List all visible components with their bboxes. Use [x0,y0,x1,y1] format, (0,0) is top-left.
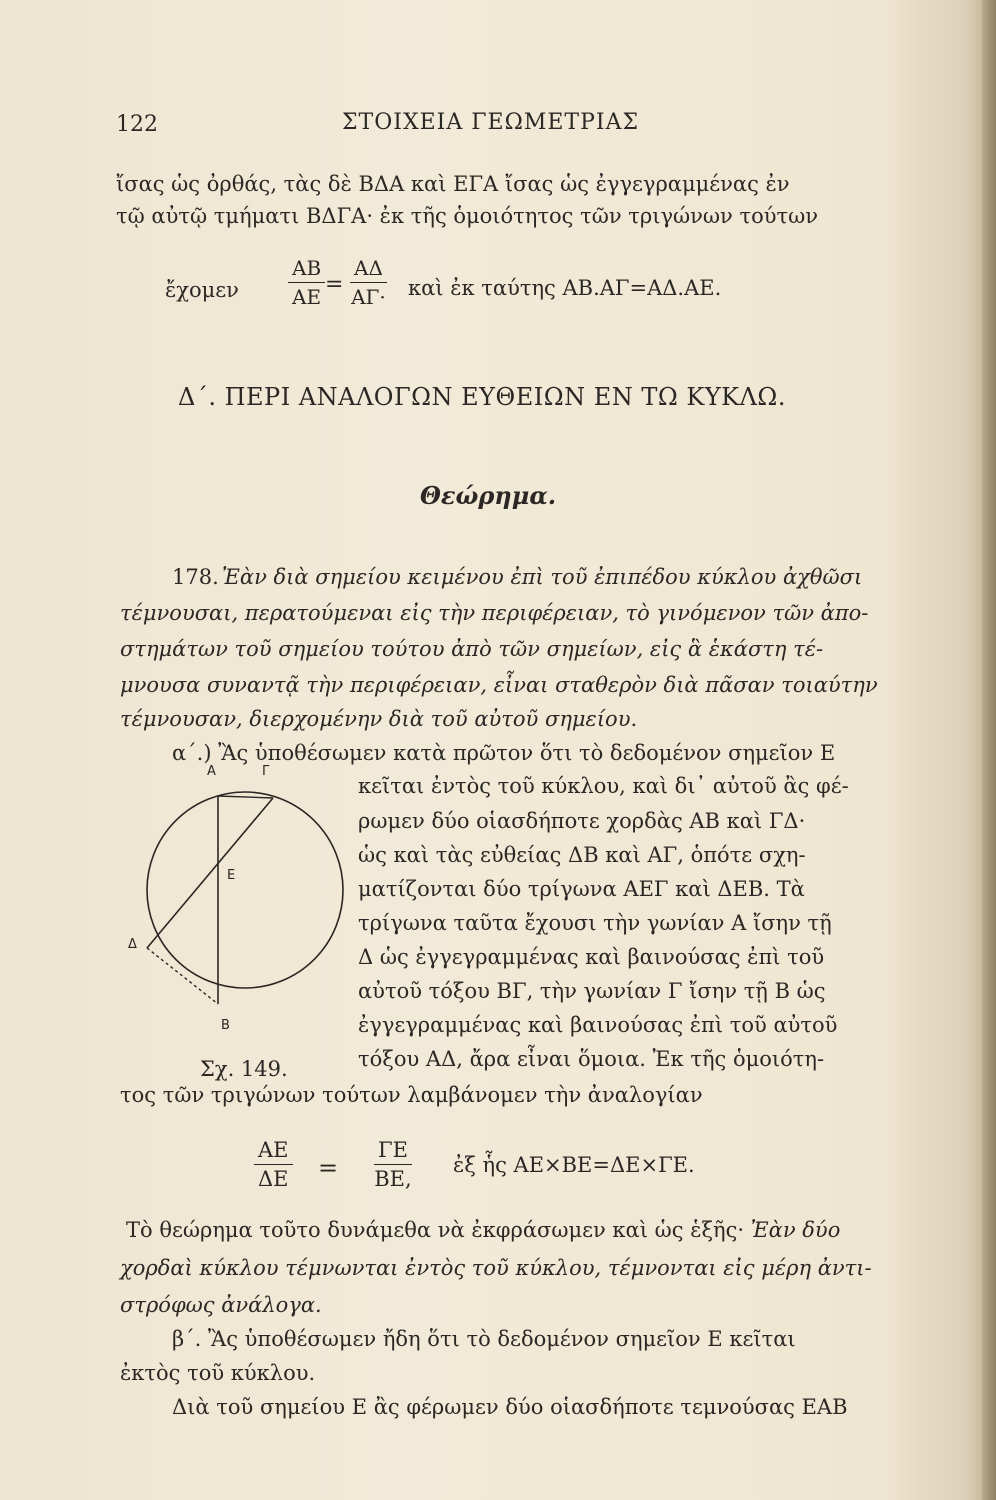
fig-label-d: Δ [128,937,137,952]
case-a-line-2: κεῖται ἐντὸς τοῦ κύκλου, καὶ δι᾽ αὐτοῦ ἂς φέ- [358,774,849,798]
intro-line-1: ἴσας ὡς ὀρθάς, τὰς δὲ ΒΔΑ καὶ ΕΓΑ ἴσας ὡς ἐγγεγραμμένας ἐν [116,172,790,196]
conclusion-line-1-text: Τὸ θεώρημα τοῦτο δυνάμεθα νὰ ἐκφράσωμεν καὶ ὡς ἑξῆς· [126,1218,745,1242]
case-b-line-2: ἐκτὸς τοῦ κύκλου. [120,1361,316,1385]
figure-149-diagram [125,770,355,1030]
case-b-line-3: Διὰ τοῦ σημείου Ε ἂς φέρωμεν δύο οἱασδήποτε τεμνούσας ΕΑΒ [172,1395,848,1419]
eq2-tail: ἐξ ἧς ΑΕ×ΒΕ=ΔΕ×ΓΕ. [453,1153,695,1177]
figure-caption: Σχ. 149. [200,1057,288,1081]
theorem-line-5: τέμνουσαν, διερχομένην διὰ τοῦ αὐτοῦ σημείου. [120,707,638,731]
segment-db [147,948,218,1004]
case-a-line-3: ρωμεν δύο οἱασδήποτε χορδὰς ΑΒ καὶ ΓΔ· [358,809,806,833]
case-a-line-11: τος τῶν τριγώνων τούτων λαμβάνομεν τὴν ἀναλογίαν [120,1083,703,1107]
case-a-line-5: ματίζονται δύο τρίγωνα ΑΕΓ καὶ ΔΕΒ. Τὰ [358,877,805,901]
theorem-line-1: Ἐὰν διὰ σημείου κειμένου ἐπὶ τοῦ ἐπιπέδου κύκλου ἀχθῶσι [222,565,863,589]
fig-label-b: Β [221,1018,230,1033]
eq1-tail: καὶ ἐκ ταύτης ΑΒ.ΑΓ=ΑΔ.ΑΕ. [408,276,722,300]
running-title: ΣΤΟΙΧΕΙΑ ΓΕΩΜΕΤΡΙΑΣ [342,110,640,135]
fig-label-g: Γ [262,764,270,779]
eq1-frac1-num: ΑΒ [288,256,325,283]
fig-label-e: Ε [227,868,236,883]
case-a-line-10: τόξου ΑΔ, ἄρα εἶναι ὅμοια. Ἐκ τῆς ὁμοιότη- [358,1047,825,1071]
case-a-line-8: αὐτοῦ τόξου ΒΓ, τὴν γωνίαν Γ ἴσην τῇ Β ὡς [358,979,826,1003]
theorem-title: Θεώρημα. [420,481,557,510]
case-a-line-9: ἐγγεγραμμένας καὶ βαινούσας ἐπὶ τοῦ αὐτοῦ [358,1013,838,1037]
theorem-line-2: τέμνουσαι, περατούμεναι εἰς τὴν περιφέρειαν, τὸ γινόμενον τῶν ἀπο- [120,601,869,625]
eq2-frac2-den: ΒΕ, [374,1167,412,1191]
intro-line-2: τῷ αὐτῷ τμήματι ΒΔΓΑ· ἐκ τῆς ὁμοιότητος τῶν τριγώνων τούτων [116,204,819,228]
case-b-line-1: β΄. Ἂς ὑποθέσωμεν ἤδη ὅτι τὸ δεδομένον σημεῖον Ε κεῖται [172,1327,796,1351]
eq2-fraction-2 [374,1138,412,1191]
conclusion-line-1-italic: Ἐὰν δύο [750,1218,841,1242]
theorem-number: 178. [172,565,219,589]
conclusion-line-3: στρόφως ἀνάλογα. [120,1293,322,1317]
eq1-frac1-den: ΑΕ [292,285,322,309]
segment-ag [218,796,273,798]
eq1-frac2-num: ΑΔ [350,256,387,283]
section-title: Δ΄. ΠΕΡΙ ΑΝΑΛΟΓΩΝ ΕΥΘΕΙΩΝ ΕΝ ΤΩ ΚΥΚΛΩ. [178,383,786,411]
chord-gd [147,798,273,948]
case-a-line-1: α΄.) Ἂς ὑποθέσωμεν κατὰ πρῶτον ὅτι τὸ δεδομένον σημεῖον Ε [172,741,836,765]
case-a-line-6: τρίγωνα ταῦτα ἔχουσι τὴν γωνίαν Α ἴσην τῇ [358,911,832,935]
eq2-frac2-num: ΓΕ [374,1138,412,1165]
circle [147,792,343,988]
eq2-frac1-num: ΑΕ [254,1138,293,1165]
page-edge [982,0,996,1500]
fig-label-a: Α [207,764,216,779]
eq1-fraction-1 [288,256,325,309]
eq1-lead: ἔχομεν [165,278,239,302]
page-number: 122 [116,112,158,137]
theorem-line-3: στημάτων τοῦ σημείου τούτου ἀπὸ τῶν σημείων, εἰς ἃ ἑκάστη τέ- [120,637,824,661]
case-a-line-7: Δ ὡς ἐγγεγραμμένας καὶ βαινούσας ἐπὶ τοῦ [358,945,825,969]
conclusion-line-1 [126,1216,840,1244]
eq1-frac2-den: ΑΓ· [351,285,386,309]
conclusion-line-2: χορδαὶ κύκλου τέμνωνται ἐντὸς τοῦ κύκλου, τέμνονται εἰς μέρη ἀντι- [120,1256,872,1280]
case-a-line-4: ὡς καὶ τὰς εὐθείας ΔΒ καὶ ΑΓ, ὁπότε σχη- [358,843,806,867]
eq1-fraction-2 [350,256,387,309]
eq2-fraction-1 [254,1138,293,1191]
theorem-line-4: μνουσα συναντᾷ τὴν περιφέρειαν, εἶναι σταθερὸν διὰ πᾶσαν τοιαύτην [120,673,878,697]
eq1-equals: = [325,272,344,297]
eq2-frac1-den: ΔΕ [258,1167,289,1191]
eq2-equals: = [318,1154,339,1182]
